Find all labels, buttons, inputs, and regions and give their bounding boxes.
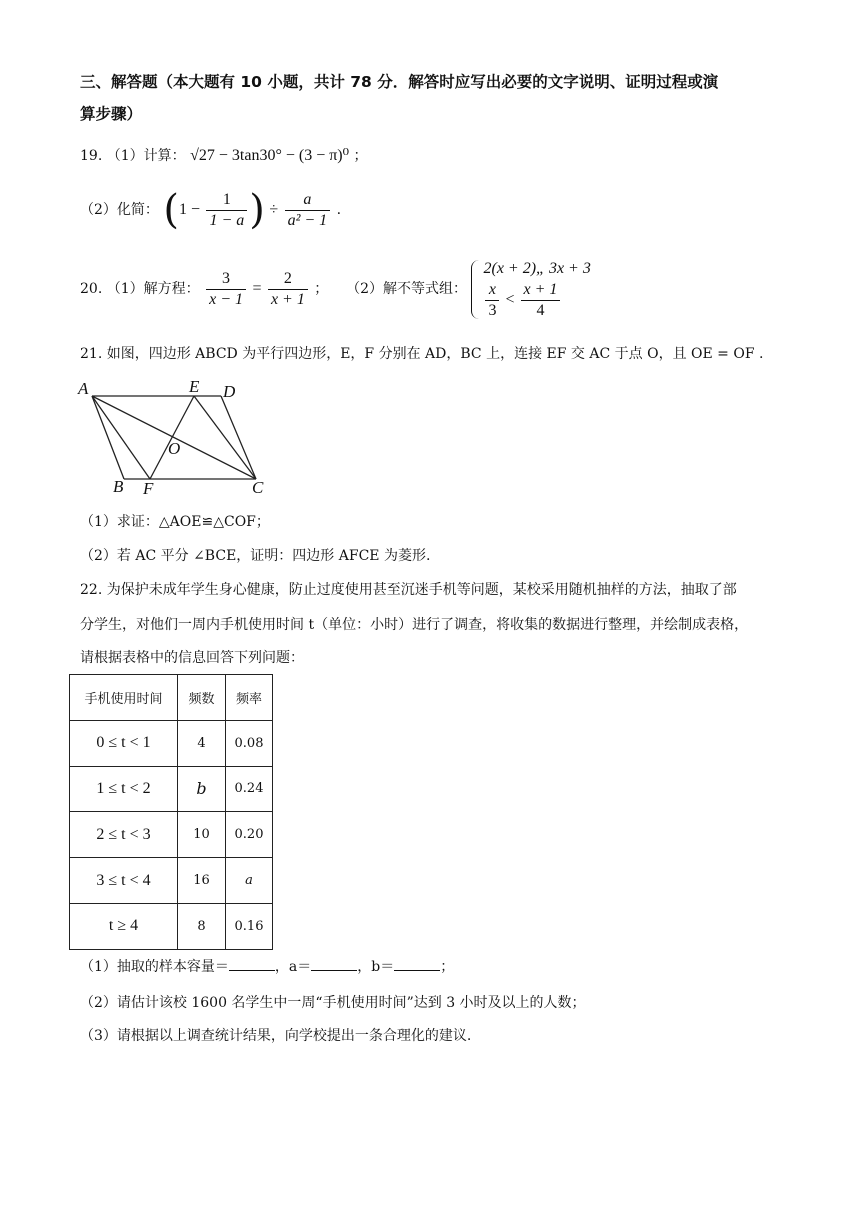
equals-sign: =	[252, 280, 262, 297]
answer-blank-b[interactable]	[394, 956, 440, 971]
section-title-line1: 三、解答题（本大题有 10 小题，共计 78 分．解答时应写出必要的文字说明、证明过程或演	[80, 73, 719, 91]
table-cell: 0.20	[226, 812, 273, 858]
part1-text: ；	[440, 959, 455, 975]
fraction-numerator: x	[488, 280, 497, 298]
fraction-numerator: x + 1	[523, 280, 558, 298]
less-than-sign: <	[505, 290, 515, 308]
part-label: （1）计算：	[106, 148, 186, 164]
punctuation: ；	[314, 281, 329, 297]
table-cell: 3 ≤ t < 4	[70, 858, 178, 904]
parallelogram-figure	[76, 376, 276, 496]
table-header-cell: 频数	[178, 675, 226, 721]
table-cell: 0.24	[226, 766, 273, 812]
table-cell: 10	[178, 812, 226, 858]
table-row	[70, 720, 273, 766]
label-o: O	[168, 439, 181, 458]
label-e: E	[189, 377, 200, 396]
segment-ba	[92, 396, 124, 479]
answer-blank-sample-size[interactable]	[229, 956, 275, 971]
label-d: D	[223, 382, 236, 401]
table-cell: 16	[178, 858, 226, 904]
math-expression: √27 − 3tan30° − (3 − π)⁰	[190, 147, 350, 164]
table-cell: 1 ≤ t < 2	[70, 766, 178, 812]
question-21-part1: （1）求证：△AOE≌△COF；	[80, 514, 270, 530]
fraction-numerator: 3	[222, 269, 231, 287]
fraction-denominator: 1 − a	[206, 210, 247, 231]
part1-text: ，a＝	[274, 959, 312, 975]
segment-ec	[194, 396, 256, 479]
math-one: 1 −	[178, 201, 201, 218]
fraction-denominator: 3	[485, 300, 499, 321]
table-cell: a	[226, 858, 273, 904]
table-row	[70, 903, 273, 949]
fraction	[485, 280, 499, 321]
question-22-part1	[80, 955, 454, 979]
question-21-part2: （2）若 AC 平分 ∠BCE，证明：四边形 AFCE 为菱形.	[80, 548, 431, 564]
table-cell: 8	[178, 903, 226, 949]
segment-ef	[150, 396, 194, 479]
table-header-cell: 手机使用时间	[70, 675, 178, 721]
table-header-cell: 频率	[226, 675, 273, 721]
frequency-table	[69, 674, 273, 950]
label-b: B	[113, 477, 124, 496]
question-22-line1: 22. 为保护未成年学生身心健康，防止过度使用甚至沉迷手机等问题，某校采用随机抽样的方法，抽取了部	[80, 582, 737, 598]
right-paren: )	[249, 187, 265, 233]
fraction-numerator: a	[303, 190, 312, 208]
answer-blank-a[interactable]	[311, 956, 357, 971]
table-cell: 2 ≤ t < 3	[70, 812, 178, 858]
question-22-line2: 分学生，对他们一周内手机使用时间 t（单位：小时）进行了调查，将收集的数据进行整理，并绘制成表格，	[80, 617, 749, 633]
table-cell: t ≥ 4	[70, 903, 178, 949]
question-21-text: 21. 如图，四边形 ABCD 为平行四边形，E，F 分别在 AD，BC 上，连接 EF 交 AC 于点 O，且 OE = OF .	[80, 346, 764, 362]
fraction-denominator: a² − 1	[285, 210, 331, 231]
divide-sign: ÷	[269, 201, 279, 218]
fraction-numerator: 1	[222, 190, 231, 208]
segment-dc	[221, 396, 256, 479]
system-brace	[471, 260, 480, 319]
fraction	[206, 190, 247, 231]
question-22-part3: （3）请根据以上调查统计结果，向学校提出一条合理化的建议.	[80, 1028, 472, 1044]
system-row-2	[483, 280, 590, 321]
left-paren: (	[163, 187, 179, 233]
system-row-1: 2(x + 2)„ 3x + 3	[483, 259, 591, 277]
fraction	[521, 280, 561, 321]
question-19-part2	[80, 188, 341, 232]
part-label: （2）化简：	[80, 202, 159, 218]
label-a: A	[78, 379, 89, 398]
table-cell: b	[178, 766, 226, 812]
table-row	[70, 766, 273, 812]
part-label: （1）解方程：	[106, 281, 200, 297]
label-c: C	[252, 478, 264, 496]
question-20	[80, 254, 591, 324]
question-number: 19.	[80, 148, 103, 164]
section-title-line2: 算步骤）	[80, 105, 143, 123]
fraction	[285, 190, 331, 231]
fraction-denominator: x − 1	[206, 289, 246, 310]
fraction-denominator: x + 1	[268, 289, 308, 310]
table-row	[70, 858, 273, 904]
label-f: F	[143, 479, 154, 496]
part1-text: ，b＝	[357, 959, 395, 975]
question-22-part2: （2）请估计该校 1600 名学生中一周“手机使用时间”达到 3 小时及以上的人数；	[80, 995, 586, 1011]
segment-af	[92, 396, 150, 479]
table-cell: 0.08	[226, 720, 273, 766]
fraction-numerator: 2	[283, 269, 292, 287]
inequality-system	[471, 258, 590, 321]
table-cell: 4	[178, 720, 226, 766]
segment-ac	[92, 396, 256, 479]
fraction	[268, 269, 308, 310]
table-cell: 0 ≤ t < 1	[70, 720, 178, 766]
table-header-row	[70, 675, 273, 721]
question-number: 20.	[80, 281, 103, 297]
question-22-line3: 请根据表格中的信息回答下列问题：	[80, 650, 304, 666]
part1-text: （1）抽取的样本容量＝	[80, 959, 229, 975]
punctuation: ；	[353, 148, 368, 164]
table-cell: 0.16	[226, 903, 273, 949]
table-row	[70, 812, 273, 858]
fraction-denominator: 4	[521, 300, 561, 321]
fraction	[206, 269, 246, 310]
punctuation: .	[336, 202, 342, 218]
part-label: （2）解不等式组：	[346, 281, 468, 297]
question-19-part1	[80, 144, 368, 168]
